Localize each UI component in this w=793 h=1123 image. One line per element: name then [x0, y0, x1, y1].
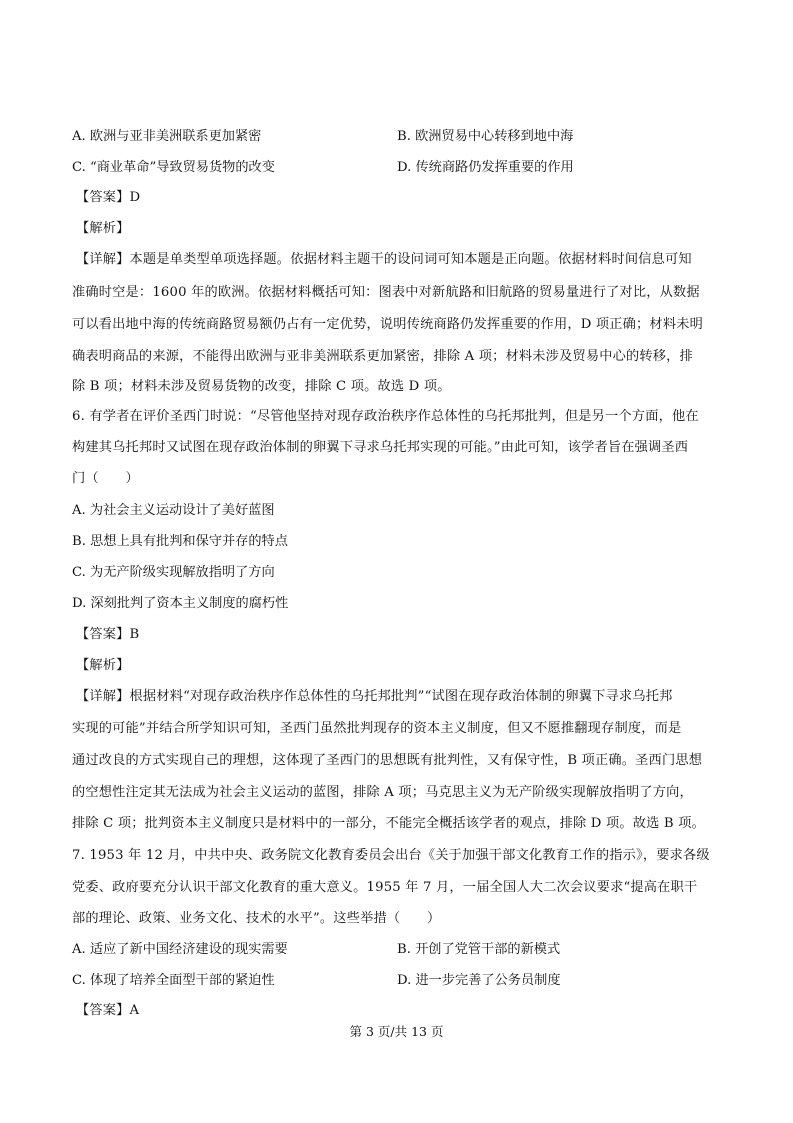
q7-answer: 【答案】A	[76, 1003, 140, 1018]
q6-stem-line: 6. 有学者在评价圣西门时说：“尽管他坚持对现存政治秩序作总体性的乌托邦批判，但是另一个方面，他在	[72, 409, 699, 424]
q6-detail-line: 实现的可能”并结合所学知识可知，圣西门虽然批判现存的资本主义制度，但又不愿推翻现存制度，而是	[72, 721, 682, 736]
q6-option-d: D. 深刻批判了资本主义制度的腐朽性	[72, 596, 289, 611]
q5-detail-line: 【详解】本题是单类型单项选择题。依据材料主题干的设问词可知本题是正向题。依据材料时间信息可知	[76, 252, 692, 267]
q7-stem-line: 7. 1953 年 12 月，中共中央、政务院文化教育委员会出台《关于加强干部文化教育工作的指示》，要求各级	[72, 848, 710, 863]
q6-analysis-label: 【解析】	[76, 658, 130, 673]
q5-detail-line: 确表明商品的来源，不能得出欧洲与亚非美洲联系更加紧密，排除 A 项；材料未涉及贸易中心的转移，排	[72, 349, 693, 364]
q6-detail-line: 【详解】根据材料“对现存政治秩序作总体性的乌托邦批判”“试图在现存政治体制的卵翼下寻求乌托邦	[76, 689, 673, 704]
q7-option-b: B. 开创了党管干部的新模式	[397, 942, 561, 957]
q5-detail-line: 除 B 项；材料未涉及贸易货物的改变，排除 C 项。故选 D 项。	[72, 379, 451, 394]
q6-detail-line: 排除 C 项；批判资本主义制度只是材料中的一部分，不能完全概括该学者的观点，排除 D 项。故选 B 项。	[72, 816, 705, 831]
q6-detail-line: 的空想性注定其无法成为社会主义运动的蓝图，排除 A 项；马克思主义为无产阶级实现解放指明了方向，	[72, 785, 693, 800]
q5-detail-line: 准确时空是：1600 年的欧洲。依据材料概括可知：图表中对新航路和旧航路的贸易量进行了对比，从数据	[72, 285, 700, 300]
page-number-footer: 第 3 页/共 13 页	[349, 1024, 444, 1039]
q5-answer: 【答案】D	[76, 190, 141, 205]
q5-detail-line: 可以看出地中海的传统商路贸易额仍占有一定优势，说明传统商路仍发挥重要的作用，D 项正确；材料未明	[72, 317, 703, 332]
q7-option-d: D. 进一步完善了公务员制度	[397, 973, 561, 988]
q6-answer: 【答案】B	[76, 627, 140, 642]
q6-option-b: B. 思想上具有批判和保守并存的特点	[72, 534, 288, 549]
q6-option-c: C. 为无产阶级实现解放指明了方向	[72, 565, 275, 580]
q5-option-a: A. 欧洲与亚非美洲联系更加紧密	[72, 129, 262, 144]
q6-stem-line: 门（ ）	[72, 471, 139, 486]
q7-option-c: C. 体现了培养全面型干部的紧迫性	[72, 973, 275, 988]
q7-stem-line: 部的理论、政策、业务文化、技术的水平”。这些举措（ ）	[72, 911, 441, 926]
q7-option-a: A. 适应了新中国经济建设的现实需要	[72, 942, 288, 957]
q5-analysis-label: 【解析】	[76, 221, 130, 236]
q5-option-d: D. 传统商路仍发挥重要的作用	[397, 160, 574, 175]
q5-option-c: C. “商业革命”导致贸易货物的改变	[72, 160, 275, 175]
q6-stem-line: 构建其乌托邦时又试图在现存政治体制的卵翼下寻求乌托邦实现的可能。”由此可知，该学者旨在强调圣西	[72, 440, 689, 455]
q7-stem-line: 党委、政府要充分认识干部文化教育的重大意义。1955 年 7 月，一届全国人大二次会议要求“提高在职干	[72, 880, 698, 895]
q6-option-a: A. 为社会主义运动设计了美好蓝图	[72, 503, 275, 518]
q6-detail-line: 通过改良的方式实现自己的理想，这体现了圣西门的思想既有批判性，又有保守性，B 项正确。圣西门思想	[72, 753, 703, 768]
q5-option-b: B. 欧洲贸易中心转移到地中海	[397, 129, 574, 144]
